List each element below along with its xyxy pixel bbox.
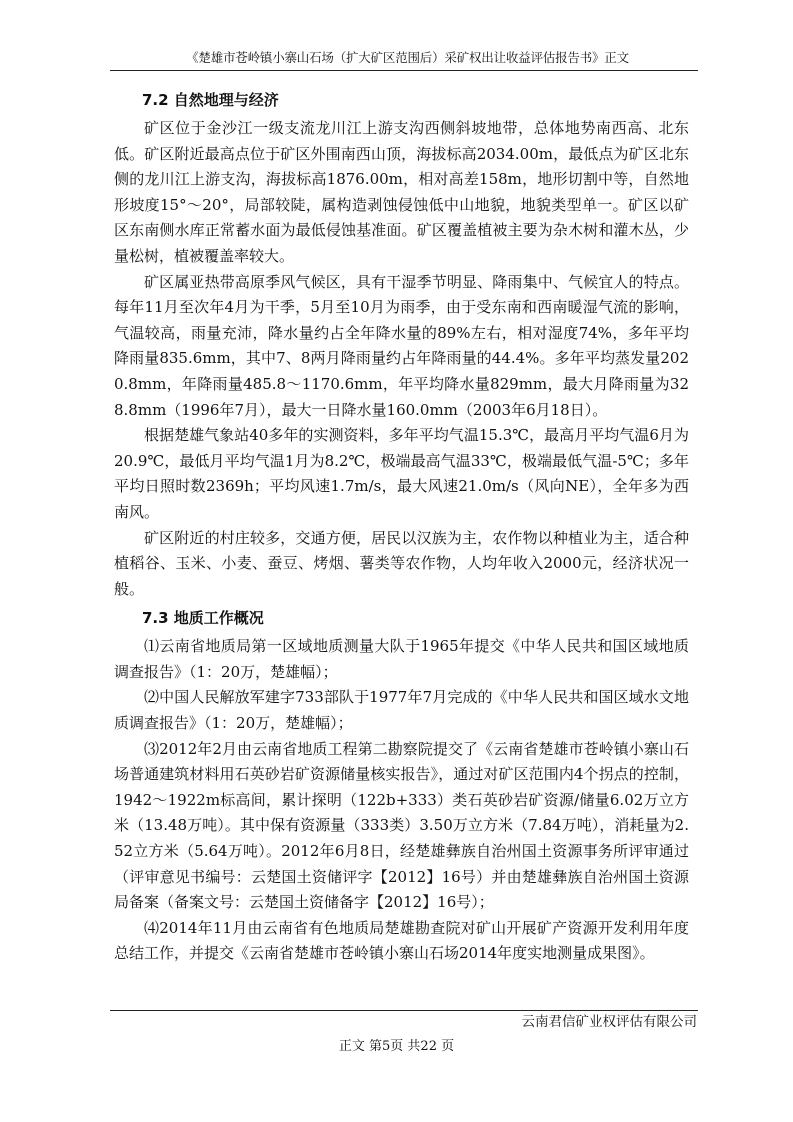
section-heading: 7.3 地质工作概况: [142, 609, 264, 628]
header-divider: [110, 70, 698, 71]
list-item: ⑶2012年2月由云南省地质工程第二勘察院提交了《云南省楚雄市苍岭镇小寨山石场普通建筑材料用石英砂岩矿资源储量核实报告》，通过对矿区范围内4个拐点的控制，1942～1922m标高间，累计探明（122b+333）类石英砂岩矿资源/储量6.02万立方米（13.48万吨）。其中保有资源量（333类）3.50万立方米（7.84万吨），消耗量为2.52立方米（5.64万吨）。2012年6月8日，经楚雄彝族自治州国土资源事务所评审通过（评审意见书编号：云楚国土资储评字【2012】16号）并由楚雄彝族自治州国土资源局备案（备案文号：云楚国土资储备字【2012】16号）；: [114, 739, 689, 912]
paragraph: 根据楚雄气象站40多年的实测资料，多年平均气温15.3℃，最高月平均气温6月为20.9℃，最低月平均气温1月为8.2℃，极端最高气温33℃，极端最低气温-5℃；多年平均日照时数2369h；平均风速1.7m/s，最大风速21.0m/s（风向NE），全年多为西南风。: [114, 426, 689, 521]
list-item: ⑵中国人民解放军建字733部队于1977年7月完成的《中华人民共和国区域水文地质调查报告》（1：20万，楚雄幅）；: [114, 688, 689, 733]
section-heading: 7.2 自然地理与经济: [142, 91, 279, 109]
page-number: 正文 第5页 共22 页: [338, 1039, 455, 1054]
paragraph: 矿区附近的村庄较多，交通方便，居民以汉族为主，农作物以种植业为主，适合种植稻谷、玉米、小麦、蚕豆、烤烟、薯类等农作物，人均年收入2000元，经济状况一般。: [114, 528, 689, 598]
paragraph: 矿区属亚热带高原季风气候区，具有干湿季节明显、降雨集中、气候宜人的特点。每年11月至次年4月为干季，5月至10月为雨季，由于受东南和西南暖湿气流的影响，气温较高，雨量充沛，降水量约占全年降水量的89%左右，相对湿度74%，多年平均降雨量835.6mm，其中7、8两月降雨量约占年降雨量的44.4%。多年平均蒸发量2020.8mm，年降雨量485.8～1170.6mm，年平均降水量829mm，最大月降雨量为328.8mm（1996年7月），最大一日降水量160.0mm（2003年6月18日）。: [114, 272, 689, 419]
paragraph: 矿区位于金沙江一级支流龙川江上游支沟西侧斜坡地带，总体地势南西高、北东低。矿区附近最高点位于矿区外围南西山顶，海拔标高2034.00m，最低点为矿区北东侧的龙川江上游支沟，海拔标高1876.00m，相对高差158m，地形切割中等，自然地形坡度15°～20°，局部较陡，属构造剥蚀侵蚀低中山地貌，地貌类型单一。矿区以矿区东南侧水库正常蓄水面为最低侵蚀基准面。矿区覆盖植被主要为杂木树和灌木丛，少量松树，植被覆盖率较大。: [114, 119, 689, 265]
list-item: ⑴云南省地质局第一区域地质测量大队于1965年提交《中华人民共和国区域地质调查报告》（1：20万，楚雄幅）；: [114, 637, 689, 681]
footer-divider: [110, 1010, 698, 1011]
section-geological-work: [114, 602, 689, 967]
company-name: 云南君信矿业权评估有限公司: [521, 1014, 697, 1030]
page-header-title: 《楚雄市苍岭镇小寨山石场（扩大矿区范围后）采矿权出让收益评估报告书》正文: [186, 50, 629, 65]
section-natural-geography: [114, 84, 689, 602]
list-item: ⑷2014年11月由云南省有色地质局楚雄勘查院对矿山开展矿产资源开发利用年度总结工作，并提交《云南省楚雄市苍岭镇小寨山石场2014年度实地测量成果图》。: [114, 918, 689, 963]
page-content: [114, 84, 689, 967]
